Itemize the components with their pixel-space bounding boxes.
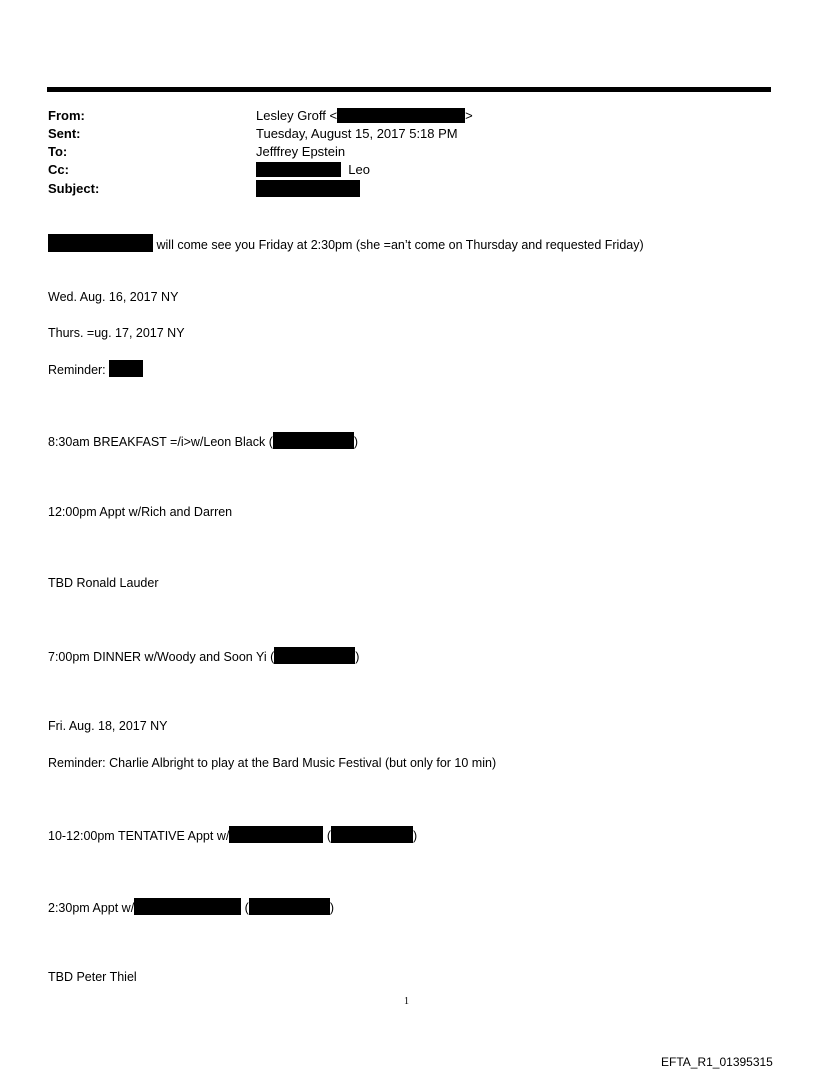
appt-230-open: (	[244, 901, 249, 915]
breakfast-line	[48, 432, 358, 450]
redaction-from-email	[337, 108, 465, 123]
appt-rich-line: 12:00pm Appt w/Rich and Darren	[48, 505, 233, 519]
appt-230-text: 2:30pm Appt w/	[48, 901, 135, 915]
tbd-thiel-line: TBD Peter Thiel	[48, 970, 137, 984]
breakfast-close: )	[353, 435, 359, 449]
to-label: To:	[48, 144, 68, 159]
page-number: 1	[404, 996, 409, 1007]
header-rule	[47, 87, 771, 92]
redaction-breakfast	[273, 432, 354, 449]
from-name: Lesley Groff <	[256, 108, 338, 123]
redaction-reminder	[109, 360, 143, 377]
intro-text: will come see you Friday at 2:30pm (she =an’t come on Thursday and requested Friday)	[156, 238, 644, 252]
redaction-cc	[256, 162, 341, 177]
redaction-intro-name	[48, 234, 153, 252]
reminder-label: Reminder:	[48, 363, 106, 377]
day-wed: Wed. Aug. 16, 2017 NY	[48, 290, 179, 304]
tentative-text: 10-12:00pm TENTATIVE Appt w/	[48, 829, 230, 843]
cc-name: Leo	[348, 162, 370, 177]
sent-value: Tuesday, August 15, 2017 5:18 PM	[256, 126, 458, 141]
breakfast-text: 8:30am BREAKFAST =/i>w/Leon Black (	[48, 435, 273, 449]
cc-value	[256, 161, 370, 179]
to-value: Jefffrey Epstein	[256, 144, 346, 159]
redaction-appt-contact	[249, 898, 330, 915]
from-value	[256, 107, 473, 125]
intro-line	[48, 234, 644, 253]
dinner-text: 7:00pm DINNER w/Woody and Soon Yi (	[48, 650, 275, 664]
cc-label: Cc:	[48, 162, 69, 177]
sent-label: Sent:	[48, 126, 81, 141]
reminder-thu	[48, 360, 143, 378]
dinner-close: )	[355, 650, 360, 664]
from-suffix: >	[465, 108, 473, 123]
day-fri: Fri. Aug. 18, 2017 NY	[48, 719, 168, 733]
redaction-subject	[256, 180, 360, 197]
appt-230-line	[48, 898, 334, 916]
redaction-dinner	[274, 647, 355, 664]
tentative-line	[48, 826, 417, 844]
from-label: From:	[48, 108, 85, 123]
appt-230-close: )	[329, 901, 334, 915]
subject-label: Subject:	[48, 181, 100, 196]
tbd-lauder-line: TBD Ronald Lauder	[48, 576, 159, 590]
reminder-albright-line: Reminder: Charlie Albright to play at the Bard Music Festival (but only for 10 min)	[48, 756, 497, 770]
redaction-tentative-contact	[331, 826, 413, 843]
tentative-open: (	[326, 829, 331, 843]
redaction-tentative-name	[229, 826, 323, 843]
day-thu: Thurs. =ug. 17, 2017 NY	[48, 326, 185, 340]
dinner-line	[48, 647, 359, 665]
redaction-appt-name	[134, 898, 241, 915]
bates-number: EFTA_R1_01395315	[661, 1055, 773, 1069]
tentative-close: )	[413, 829, 418, 843]
